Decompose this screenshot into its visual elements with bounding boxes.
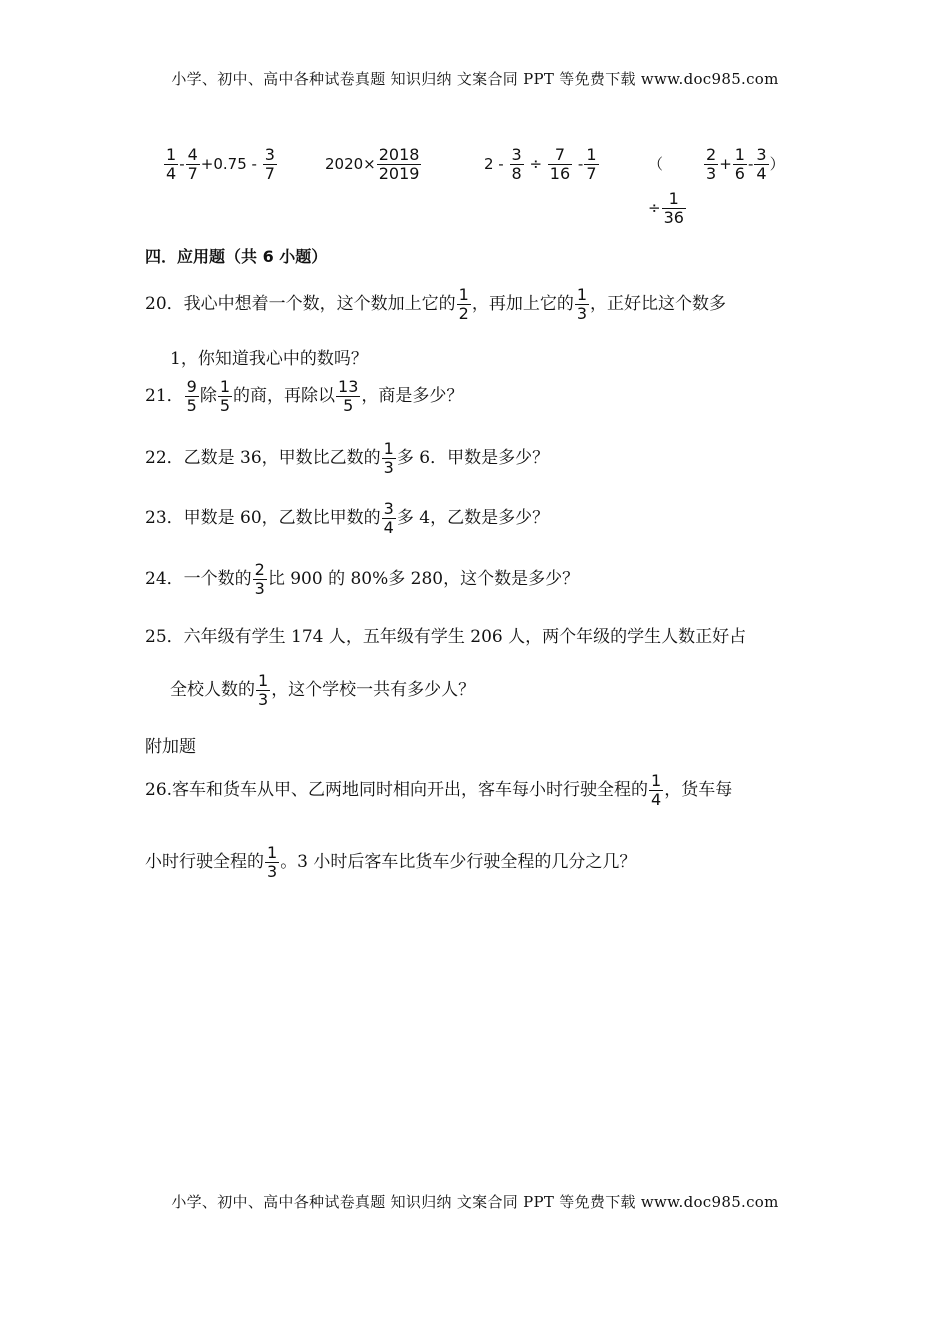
question-20-continued: 1，你知道我心中的数吗？: [170, 349, 368, 369]
expression-2: 2020× $\frac{2018}{2019}$: [325, 145, 420, 183]
fraction: $\frac{3}{8}$: [511, 145, 522, 183]
question-22: 22．乙数是 36，甲数比乙数的 $\frac{1}{3}$ 多 6．甲数是多少？: [145, 439, 550, 477]
fraction: $\frac{1}{3}$: [383, 439, 394, 477]
question-20: 20．我心中想着一个数，这个数加上它的 $\frac{1}{2}$ ，再加上它的 $\frac{1}{3}$ ，正好比这个数多: [145, 285, 727, 323]
fraction: $\frac{3}{4}$: [756, 145, 767, 183]
fraction: $\frac{1}{4}$: [651, 771, 662, 809]
question-23: 23．甲数是 60，乙数比甲数的 $\frac{3}{4}$ 多 4，乙数是多少？: [145, 499, 550, 537]
fraction: $\frac{1}{3}$: [576, 285, 588, 323]
fraction: $\frac{13}{5}$: [338, 377, 359, 415]
fraction: $\frac{1}{3}$: [267, 843, 278, 881]
question-25: 25．六年级有学生 174 人，五年级有学生 206 人，两个年级的学生人数正好占: [145, 627, 747, 647]
fraction: $\frac{4}{7}$: [187, 145, 198, 183]
fraction: $\frac{9}{5}$: [186, 377, 197, 415]
fraction: $\frac{1}{4}$: [166, 145, 177, 183]
section-title: 四．应用题（共 6 小题）: [145, 247, 328, 266]
fraction: $\frac{7}{16}$: [549, 145, 571, 183]
fraction: $\frac{1}{36}$: [663, 189, 684, 227]
extra-title: 附加题: [145, 737, 196, 757]
expression-3: 2 - $\frac{3}{8}$ ÷ $\frac{7}{16}$ - $\frac{1}{7}$: [484, 145, 597, 183]
question-26: 26.客车和货车从甲、乙两地同时相向开出，客车每小时行驶全程的 $\frac{1}{4}$ ，货车每: [145, 771, 733, 809]
fraction: $\frac{1}{7}$: [586, 145, 597, 183]
question-21: 21． $\frac{9}{5}$ 除 $\frac{1}{5}$ 的商，再除以 $\frac{13}{5}$ ，商是多少？: [145, 377, 464, 415]
question-24: 24．一个数的 $\frac{2}{3}$ 比 900 的 80%多 280，这个数是多少？: [145, 560, 580, 598]
fraction: $\frac{3}{4}$: [383, 499, 394, 537]
fraction: $\frac{1}{5}$: [219, 377, 231, 415]
fraction: $\frac{2}{3}$: [254, 560, 265, 598]
fraction: $\frac{1}{2}$: [458, 285, 469, 323]
question-26-continued: 小时行驶全程的 $\frac{1}{3}$ 。3 小时后客车比货车少行驶全程的几分之几？: [145, 843, 637, 881]
expression-4-divisor: ÷ $\frac{1}{36}$: [648, 189, 684, 227]
expression-4: （ $\frac{2}{3}$ + $\frac{1}{6}$ - $\frac{3}{4}$ ）: [648, 145, 785, 183]
fraction: $\frac{2018}{2019}$: [378, 145, 420, 183]
expression-1: $\frac{1}{4}$ - $\frac{4}{7}$ +0.75 - $\frac{3}{7}$: [166, 145, 275, 183]
fraction: $\frac{1}{3}$: [258, 671, 269, 709]
fraction: $\frac{3}{7}$: [264, 145, 275, 183]
fraction: $\frac{1}{6}$: [734, 145, 745, 183]
question-25-continued: 全校人数的 $\frac{1}{3}$ ，这个学校一共有多少人？: [170, 671, 476, 709]
page-header: 小学、初中、高中各种试卷真题 知识归纳 文案合同 PPT 等免费下载 www.doc985.com: [171, 70, 779, 88]
page-footer: 小学、初中、高中各种试卷真题 知识归纳 文案合同 PPT 等免费下载 www.doc985.com: [171, 1193, 779, 1211]
fraction: $\frac{2}{3}$: [706, 145, 717, 183]
